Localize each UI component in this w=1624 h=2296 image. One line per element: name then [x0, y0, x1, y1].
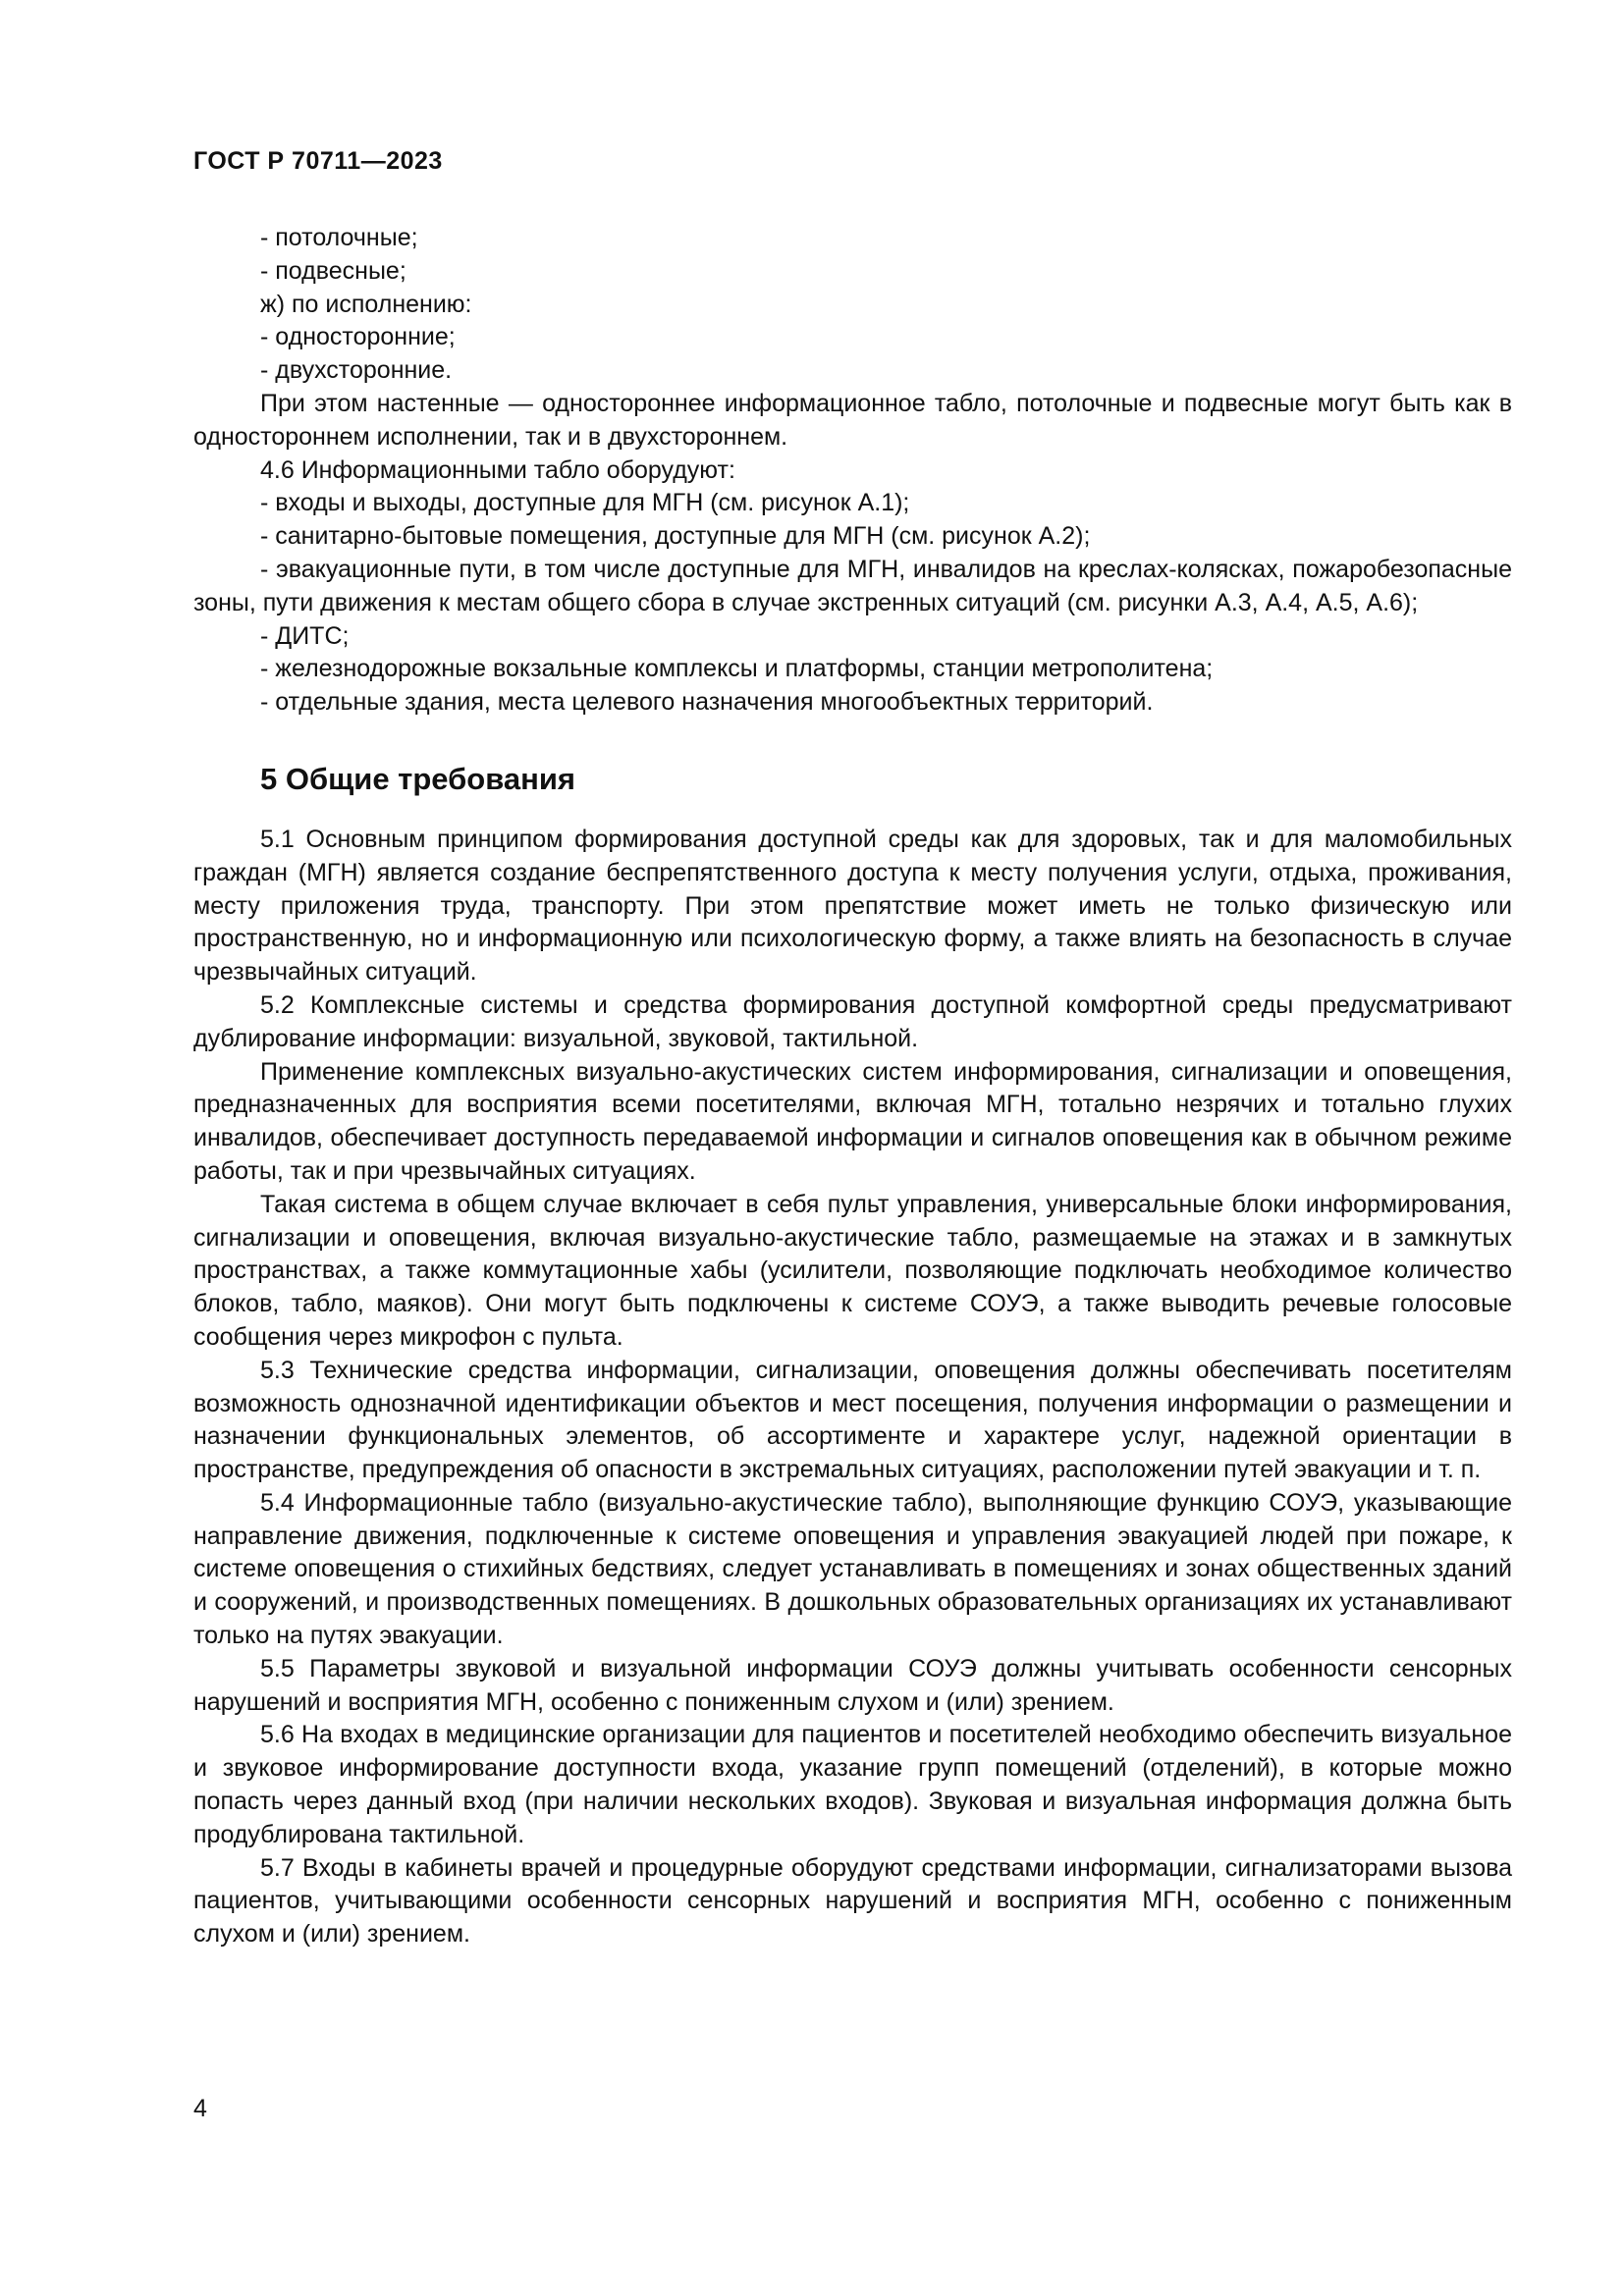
- list-item: - двухсторонние.: [260, 356, 453, 385]
- list-item: - ДИТС;: [260, 621, 350, 650]
- list-item: ж) по исполнению:: [260, 290, 472, 318]
- clause-4-6-intro: 4.6 Информационными табло оборудуют:: [260, 455, 735, 484]
- list-item: - санитарно-бытовые помещения, доступные для МГН (см. рисунок А.2);: [260, 522, 1091, 551]
- paragraph-5-6: 5.6 На входах в медицинские организации для пациентов и посетителей необходимо обеспечить визуальное и звуковое информирование доступности входа, указание групп помещений (отделений), в которые можно попасть через данный вход (при наличии нескольких входов). Звуковая и визуальная информация должна быть продублирована тактильной.: [193, 1721, 1512, 1848]
- section-title: 5 Общие требования: [260, 761, 575, 796]
- list-item: - подвесные;: [260, 256, 406, 285]
- list-item: - потолочные;: [260, 224, 418, 251]
- paragraph: Такая система в общем случае включает в себя пульт управления, универсальные блоки информирования, сигнализации и оповещения, включая визуально-акустические табло, размещаемые на этажах и в замкнутых пространствах, а также коммутационные хабы (усилители, позволяющие подключать необходимое количество блоков, табло, маяков). Они могут быть подключены к системе СОУЭ, а также выводить речевые голосовые сообщения через микрофон с пульта.: [193, 1190, 1512, 1351]
- paragraph-5-4: 5.4 Информационные табло (визуально-акустические табло), выполняющие функцию СОУЭ, указывающие направление движения, подключенные к системе оповещения и управления эвакуацией людей при пожаре, к системе оповещения о стихийных бедствиях, следует устанавливать в помещениях и зонах общественных зданий и сооружений, и производственных помещениях. В дошкольных образовательных организациях их устанавливают только на путях эвакуации.: [193, 1488, 1512, 1650]
- list-item: - односторонние;: [260, 323, 456, 351]
- page-number: 4: [193, 2095, 207, 2122]
- list-item: - входы и выходы, доступные для МГН (см. рисунок А.1);: [260, 489, 910, 517]
- paragraph-5-5: 5.5 Параметры звуковой и визуальной информации СОУЭ должны учитывать особенности сенсорных нарушений и восприятия МГН, особенно с пониженным слухом и (или) зрением.: [193, 1654, 1512, 1716]
- paragraph-5-7: 5.7 Входы в кабинеты врачей и процедурные оборудуют средствами информации, сигнализаторами вызова пациентов, учитывающими особенности сенсорных нарушений и восприятия МГН, особенно с пониженным слухом и (или) зрением.: [193, 1853, 1512, 1949]
- paragraph: При этом настенные — одностороннее информационное табло, потолочные и подвесные могут быть как в одностороннем исполнении, так и в двухстороннем.: [193, 389, 1512, 451]
- paragraph-5-3: 5.3 Технические средства информации, сигнализации, оповещения должны обеспечивать посетителям возможность однозначной идентификации объектов и мест посещения, получения информации о размещении и назначении функциональных элементов, об ассортименте и характере услуг, надежной ориентации в пространстве, предупреждения об опасности в экстремальных ситуациях, расположении путей эвакуации и т. п.: [193, 1356, 1512, 1484]
- document-header: ГОСТ Р 70711—2023: [193, 147, 443, 175]
- document-body: [193, 222, 1512, 1951]
- list-item: - отдельные здания, места целевого назначения многообъектных территорий.: [260, 688, 1154, 717]
- paragraph-5-1: 5.1 Основным принципом формирования доступной среды как для здоровых, так и для маломобильных граждан (МГН) является создание беспрепятственного доступа к месту получения услуги, отдыха, проживания, месту приложения труда, транспорту. При этом препятствие может иметь не только физическую или пространственную, но и информационную или психологическую форму, а также влиять на безопасность в случае чрезвычайных ситуаций.: [193, 825, 1512, 987]
- paragraph: Применение комплексных визуально-акустических систем информирования, сигнализации и оповещения, предназначенных для восприятия всеми посетителями, включая МГН, тотально незрячих и тотально глухих инвалидов, обеспечивает доступность передаваемой информации и сигналов оповещения как в обычном режиме работы, так и при чрезвычайных ситуациях.: [193, 1057, 1512, 1185]
- list-item: - эвакуационные пути, в том числе доступные для МГН, инвалидов на креслах-колясках, пожаробезопасные зоны, пути движения к местам общего сбора в случае экстренных ситуаций (см. рисунки А.3, А.4, А.5, А.6);: [193, 555, 1512, 616]
- paragraph-5-2: 5.2 Комплексные системы и средства формирования доступной комфортной среды предусматривают дублирование информации: визуальной, звуковой, тактильной.: [193, 990, 1512, 1052]
- list-item: - железнодорожные вокзальные комплексы и платформы, станции метрополитена;: [260, 655, 1214, 683]
